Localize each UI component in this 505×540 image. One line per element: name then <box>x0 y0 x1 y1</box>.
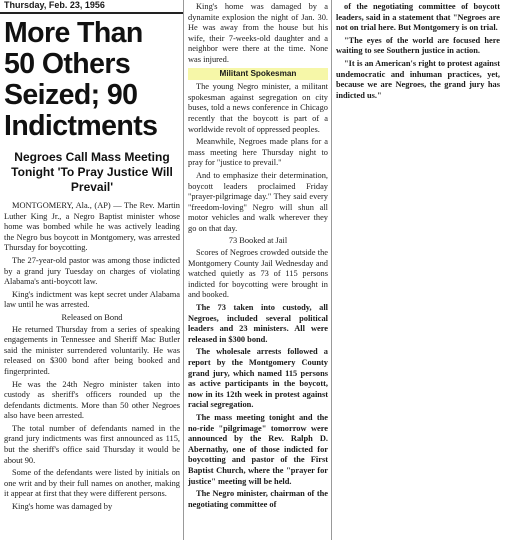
headline: More Than 50 Others Seized; 90 Indictments <box>4 17 158 142</box>
paragraph: He returned Thursday from a series of speaking engagements in Tennessee and Sheriff Mac Butler said the minister surrendered voluntarily. He was released on $300 bond after being booked and fingerprinted. <box>4 324 180 376</box>
paragraph: The mass meeting tonight and the no-ride "pilgrimage" tomorrow were announced by the Rev. Ralph D. Abernathy, one of those indicted for boycotting and pastor of the First Baptist Church, where the "prayer for justice" meeting will be held. <box>188 412 328 486</box>
paragraph: He was the 24th Negro minister taken into custody as sheriff's officers rounded up the defendants dictments. More than 50 other Negroes also have been arrested. <box>4 379 180 421</box>
dateline: Thursday, Feb. 23, 1956 <box>0 0 184 14</box>
paragraph: The 73 taken into custody, all Negroes, included several political leaders and 23 ministers. All were released in $300 bond. <box>188 303 328 344</box>
paragraph: "The eyes of the world are focused here waiting to see Southern justice in action. <box>336 35 500 56</box>
column-3 <box>336 2 500 103</box>
highlighted-subhead: Militant Spokesman <box>188 68 328 81</box>
paragraph: King's indictment was kept secret under Alabama law until he was arrested. <box>4 289 180 310</box>
paragraph: Some of the defendants were listed by initials on one writ and by their full names on another, making it appear at first that they were different persons. <box>4 468 180 499</box>
paragraph: Meanwhile, Negroes made plans for a mass meeting here Thursday night to pray for "justice to prevail." <box>188 137 328 168</box>
paragraph: The 27-year-old pastor was among those indicted by a grand jury Tuesday on charges of violating Alabama's anti-boycott law. <box>4 255 180 287</box>
paragraph: The young Negro minister, a militant spokesman against segregation on city buses, told a news conference in Chicago recently that the boycott is part of a worldwide revolt of oppressed peoples. <box>188 82 328 134</box>
paragraph: The total number of defendants named in the grand jury indictments was first announced as 115, but the sheriff's office said Thursday it would be about 90. <box>4 423 180 465</box>
column-1 <box>4 18 180 515</box>
section-subhead: 73 Booked at Jail <box>228 236 288 246</box>
section-subhead: Released on Bond <box>61 312 123 322</box>
column-rule <box>183 0 184 540</box>
paragraph: And to emphasize their determination, boycott leaders proclaimed Friday "prayer-pilgrimage day." They said every "freedom-loving" Negro will shun all motor vehicles and walk wherever they go on that day. <box>188 170 328 233</box>
paragraph: MONTGOMERY, Ala., (AP) — The Rev. Martin Luther King Jr., a Negro Baptist minister whose home was bombed while he was actively leading the Negro bus boycott in Montgomery, was arrested Thursday for boycotting. <box>4 201 180 253</box>
column-2 <box>188 2 328 512</box>
subheadline-deck: Negroes Call Mass Meeting Tonight 'To Pray Justice Will Prevail' <box>11 150 173 194</box>
paragraph: "It is an American's right to protest against undemocratic and inhuman practices, yet, because we are Negroes, the grand jury has indicted us." <box>336 58 500 100</box>
paragraph: Scores of Negroes crowded outside the Montgomery County Jail Wednesday and watched quietly as 73 of 115 persons indicted for boycotting were brought in and booked. <box>188 248 328 300</box>
paragraph: King's home was damaged by <box>12 502 113 512</box>
paragraph: The wholesale arrests followed a report by the Montgomery County grand jury, which named 115 persons as active participants in the boycott, now in its 12th week in protest against racial segregation. <box>188 347 328 410</box>
paragraph: The Negro minister, chairman of the negotiating committee of <box>188 489 328 509</box>
paragraph: of the negotiating committee of boycott leaders, said in a statement that "Negroes are not on trial here. But Montgomery is on trial. <box>336 2 500 33</box>
paragraph: King's home was damaged by a dynamite explosion the night of Jan. 30. He was away from the house but his wife, their 7-weeks-old daughter and a neighbor were there at the time. None was injured. <box>188 2 328 64</box>
column-rule <box>331 0 332 540</box>
